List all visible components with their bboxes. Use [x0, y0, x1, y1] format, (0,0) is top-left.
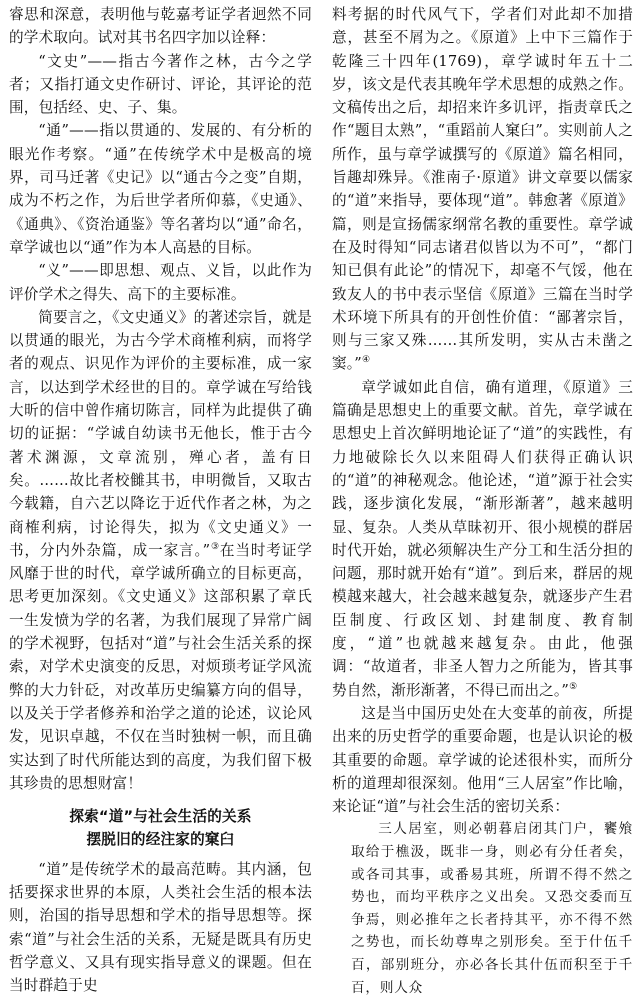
- paragraph-yi: “义”——即思想、观点、义旨，以此作为评价学术之得失、高下的主要标准。: [9, 262, 312, 303]
- paragraph-confidence: [332, 376, 633, 702]
- paragraph-summary-cont: 在当时考证学风靡于世的时代，章学诚所确立的目标更高，思考更加深刻。《文史通义》这部积累了章氏一生发愤为学的名著，为我们展现了异常广阔的学术视野，包括对“道”与社会生活关系的探索，对学术史演变的反思，对烦琐考证学风流弊的大力针砭，对改革历史编纂方向的倡导，以及关于学者修养和治学之道的论述，议论风发，见识卓越，不仅在当时独树一帜，而且确实达到了时代所能达到的高度，为我们留下极其珍贵的思想财富！: [9, 541, 313, 792]
- footnote-marker-3: ③: [210, 541, 220, 552]
- paragraph-summary: [9, 306, 312, 795]
- paragraph-yuandao-text: 料考据的时代风气下，学者们对此却不加措意，甚至不屑为之。《原道》上中下三篇作于乾隆三十四年(1769)，章学诚时年五十二岁，该文是代表其晚年学术思想的成熟之作。文稿传出之后，却招来许多讥评，指责章氏之作“题目太熟”，“重蹈前人窠臼”。实则前人之所作，虽与章学诚撰写的《原道》篇名相同，旨趣却殊异。《淮南子·原道》讲文章要以儒家的“道”来指导，要体现“道”。韩愈著《原道》篇，则是宣扬儒家纲常名教的重要性。章学诚在及时得知“同志诸君似皆以为不可”，“都门知已俱有此论”的情况下，却毫不气馁，他在致友人的书中表示坚信《原道》三篇在当时学术环境下所具有的开创性价值：“鄙著宗旨，则与三家又殊……其所发明，实从古未凿之窦。”: [332, 6, 633, 373]
- paragraph-proposition: 这是当中国历史处在大变革的前夜，所提出来的历史哲学的重要命题，也是认识论的极其重要的命题。章学诚的论述很朴实，而所分析的道理却很深刻。他用“三人居室”作比喻，来论证“道”与社会生活的密切关系：: [332, 704, 633, 816]
- section-heading-line-2: 摆脱旧的经注家的窠臼: [86, 831, 235, 849]
- paragraph-tong: “通”——指以贯通的、发展的、有分析的眼光作考察。“通”在传统学术中是极高的境界，司马迁著《史记》以“通古今之变”自期，成为不朽之作，为后世学者所仰慕，《史通》、《通典》、《资治通鉴》等名著均以“通”命名，章学诚也以“通”作为本人高悬的目标。: [9, 122, 312, 256]
- paragraph-wenshi: “文史”——指古今著作之林，古今之学者；又指打通文史作研讨、评论，其评论的范围，包括经、史、子、集。: [9, 52, 312, 117]
- section-gap: [9, 795, 312, 805]
- block-quote: [332, 818, 633, 999]
- paragraph-1: 睿思和深意，表明他与乾嘉考证学者迥然不同的学术取向。试对其书名四字加以诠释：: [9, 6, 312, 47]
- right-column: [332, 3, 633, 996]
- paragraph-confidence-text: 章学诚如此自信，确有道理，《原道》三篇确是思想史上的重要文献。首先，章学诚在思想史上首次鲜明地论证了“道”的实践性，有力地破除长久以来阻碍人们获得正确认识的“道”的神秘观念。他论述，“道”源于社会实践，逐步演化发展，“渐形渐著”，越来越明显、复杂。人类从草昧初开、很小规模的群居时代开始，就必须解决生产分工和生活分担的问题，那时就开始有“道”。到后来，群居的规模越来越大，社会越来越复杂，就逐步产生君臣制度、行政区划、封建制度、教育制度，“道”也就越来越复杂。由此，他强调：“故道者，非圣人智力之所能为，皆其事势自然，渐形渐著，不得已而出之。”: [332, 378, 633, 699]
- paragraph-dao: “道”是传统学术的最高范畴。其内涵，包括要探求世界的本原，人类社会生活的根本法则，治国的指导思想和学术的指导思想等。探索“道”与社会生活的关系，无疑是既具有历史哲学意义、又具有现实指导意义的课题。但在当时群趋于史: [9, 860, 312, 995]
- block-quote-text: 三人居室，则必朝暮启闭其门户，饔飧取给于樵汲，既非一身，则必有分任者矣，或各司其事，或番易其班，所谓不得不然之势也，而均平秩序之义出矣。又恐交委而互争焉，则必推年之长者持其平，亦不得不然之势也，而长幼尊卑之别形矣。至于什伍千百，部别班分，亦必各长其什伍而积至于千百，则人众: [351, 821, 633, 996]
- paragraph-yuandao: [332, 3, 633, 376]
- section-heading-line-1: 探索“道”与社会生活的关系: [69, 808, 252, 826]
- left-column: [9, 3, 313, 995]
- paragraph-summary-text: 简要言之，《文史通义》的著述宗旨，就是以贯通的眼光，为古今学术商榷利病，而将学者的观点、识见作为评价的主要标准，成一家言，以达到学术经世的目的。章学诚在写给钱大昕的信中曾作痛切陈言，同样为此提供了确切的证据：“学诚自幼读书无他长，惟于古今著术渊源，文章流别，殚心者，盖有日矣。……故比者校雠其书，申明微旨，又取古今载籍，自六艺以降讫于近代作者之林，为之商榷利病，讨论得失，拟为《文史通义》一书，分内外杂篇，成一家言。”: [9, 308, 312, 559]
- footnote-marker-4: ④: [361, 355, 371, 366]
- footnote-marker-5: ⑤: [569, 681, 578, 692]
